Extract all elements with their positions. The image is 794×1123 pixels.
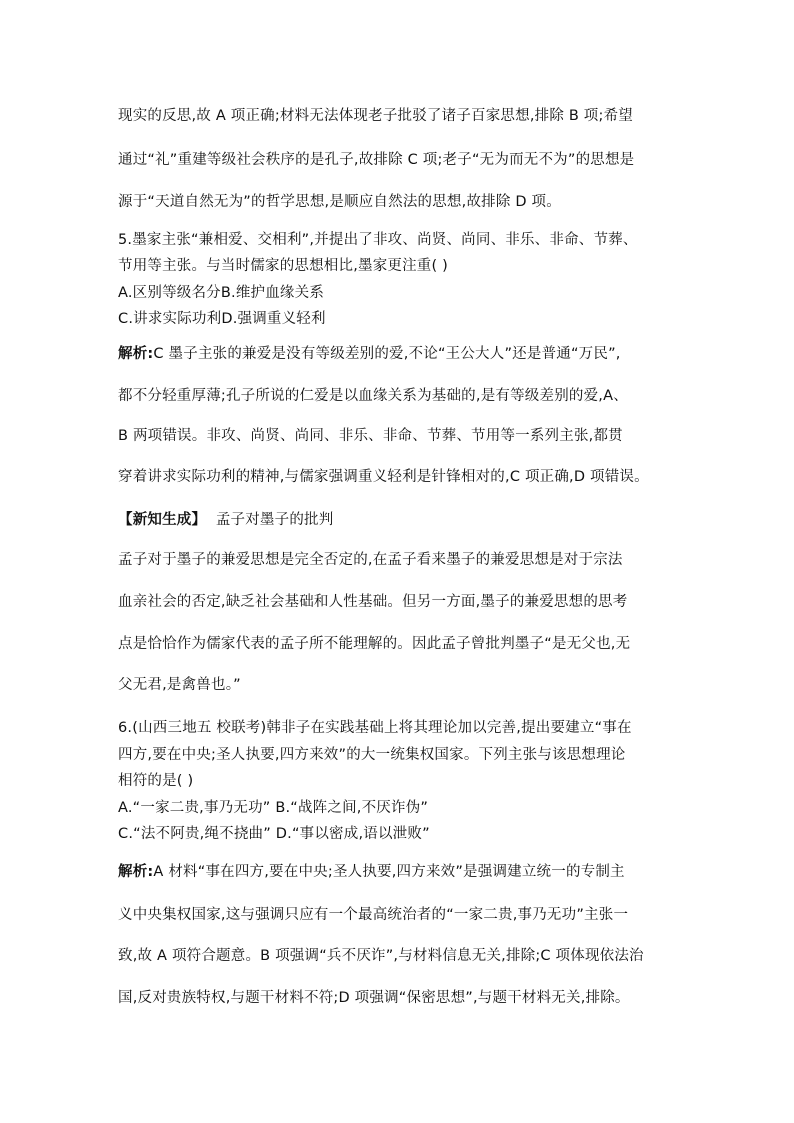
q5-answer-line-1 [118, 342, 684, 363]
q6-stem-line-3: 相符的是( ) [118, 773, 194, 789]
q6-option-line-1: A.“一家二贵,事乃无功” B.“战阵之间,不厌诈伪” [118, 800, 429, 816]
knowledge-line-1: 孟子对于墨子的兼爱思想是完全否定的,在孟子看来墨子的兼爱思想是对于宗法 [118, 552, 623, 568]
q6-stem-line-2: 四方,要在中央;圣人执要,四方来效”的大一统集权国家。下列主张与该思想理论 [118, 747, 626, 763]
q6-answer-line-4: 国,反对贵族特权,与题干材料不符;D 项强调“保密思想”,与题干材料无关,排除。 [118, 990, 630, 1006]
q6-answer-line-3: 致,故 A 项符合题意。B 项强调“兵不厌诈”,与材料信息无关,排除;C 项体现依法治 [118, 948, 644, 964]
q5-stem-line-2: 节用等主张。与当时儒家的思想相比,墨家更注重( ) [118, 258, 449, 274]
q5-option-line-1: A.区别等级名分B.维护血缘关系 [118, 285, 325, 301]
q5-answer-line-4: 穿着讲求实际功利的精神,与儒家强调重义轻利是针锋相对的,C 项正确,D 项错误。 [118, 469, 649, 485]
knowledge-heading-line [118, 508, 684, 529]
q5-answer-line-3: B 两项错误。非攻、尚贤、尚同、非乐、非命、节葬、节用等一系列主张,都贯 [118, 428, 623, 444]
q6-answer-line-1 [118, 860, 684, 881]
q4-explain-line-2: 通过“礼”重建等级社会秩序的是孔子,故排除 C 项;老子“无为而无不为”的思想是 [118, 152, 635, 168]
q5-answer-text: C 墨子主张的兼爱是没有等级差别的爱,不论“王公大人”还是普通“万民”, [153, 346, 621, 362]
q5-option-line-2: C.讲求实际功利D.强调重义轻利 [118, 311, 326, 327]
knowledge-title: 孟子对墨子的批判 [215, 512, 334, 528]
q6-option-line-2: C.“法不阿贵,绳不挠曲” D.“事以密成,语以泄败” [118, 826, 430, 842]
knowledge-line-4: 父无君,是禽兽也。” [118, 677, 241, 693]
q6-stem-line-1: 6.(山西三地五 校联考)韩非子在实践基础上将其理论加以完善,提出要建立“事在 [118, 720, 632, 736]
knowledge-line-3: 点是恰恰作为儒家代表的孟子所不能理解的。因此孟子曾批判墨子“是无父也,无 [118, 636, 631, 652]
q4-explain-line-1: 现实的反思,故 A 项正确;材料无法体现老子批驳了诸子百家思想,排除 B 项;希望 [118, 108, 633, 124]
knowledge-line-2: 血亲社会的否定,缺乏社会基础和人性基础。但另一方面,墨子的兼爱思想的思考 [118, 594, 628, 610]
q6-answer-line-2: 义中央集权国家,这与强调只应有一个最高统治者的“一家二贵,事乃无功”主张一 [118, 907, 629, 923]
q5-answer-line-2: 都不分轻重厚薄;孔子所说的仁爱是以血缘关系为基础的,是有等级差别的爱,A、 [118, 388, 628, 404]
q5-answer-label: 解析: [118, 346, 154, 362]
q5-stem-line-1: 5.墨家主张“兼相爱、交相利”,并提出了非攻、尚贤、尚同、非乐、非命、节葬、 [118, 232, 638, 248]
q6-answer-text: A 材料“事在四方,要在中央;圣人执要,四方来效”是强调建立统一的专制主 [153, 864, 625, 880]
q6-answer-label: 解析: [118, 864, 154, 880]
knowledge-heading: 【新知生成】 [118, 512, 207, 528]
q4-explain-line-3: 源于“天道自然无为”的哲学思想,是顺应自然法的思想,故排除 D 项。 [118, 194, 561, 210]
